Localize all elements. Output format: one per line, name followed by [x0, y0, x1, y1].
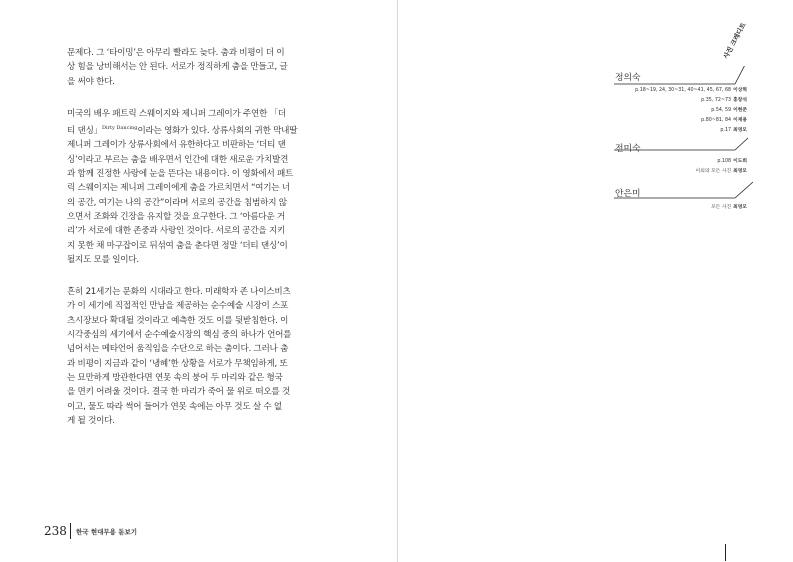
footer-divider-right	[725, 544, 726, 561]
credit-pages: p.80~81, 84	[701, 118, 732, 123]
text-line: 제니퍼 그레이가 상류사회에서 유한하다고 비판하는 ‘더티 댄	[67, 140, 286, 151]
page-number: 238	[44, 524, 67, 538]
body-text	[67, 46, 329, 446]
text-line: 흔히 21세기는 문화의 시대라고 한다. 미래학자 존 나이스비츠	[67, 287, 291, 298]
credit-line	[711, 106, 747, 115]
text-line: 문제다. 그 ‘타이밍’은 아무리 빨라도 늦다. 춤과 비평이 더 이	[67, 48, 285, 58]
credit-name: 이재용	[733, 118, 747, 123]
credit-name: 이도희	[733, 159, 747, 164]
paragraph-1	[67, 46, 329, 89]
credit-name: 최영모	[733, 205, 747, 210]
credit-name: 홍창석	[733, 98, 747, 103]
credit-pages: 이외의 모든 사진	[695, 169, 732, 174]
credit-pages: p.17	[720, 128, 732, 133]
text-line: 미국의 배우 패트릭 스웨이지와 제니퍼 그레이가 주연한 「더	[67, 108, 286, 119]
credit-name: 이상혁	[733, 88, 747, 93]
page-gutter	[397, 0, 398, 562]
text-line: 될지도 모를 일이다.	[67, 254, 139, 265]
text-line: 츠시장보다 확대될 것이라고 예측한 것도 이를 뒷받침한다. 이	[67, 315, 289, 326]
credit-line	[696, 167, 747, 176]
text-line: 으면서 조화와 긴장을 유지할 것을 요구한다. 그 ‘아름다운 거	[67, 211, 286, 222]
text-line: 과 함께 진정한 사랑에 눈을 뜬다는 내용이다. 이 영화에서 패트	[67, 169, 294, 180]
text-line: 리’가 서로에 대한 존중과 사랑인 것이다. 서로의 공간을 지키	[67, 226, 286, 237]
text-line: 게 될 것이다.	[67, 415, 115, 426]
credit-line	[717, 157, 747, 166]
photographer-name: 안은미	[615, 189, 641, 199]
text-line: 을 써야 한다.	[67, 76, 115, 87]
credit-line	[701, 96, 747, 105]
credit-pages: p.35, 72~73	[701, 98, 732, 103]
paragraph-2	[67, 107, 329, 267]
text-line: 넘어서는 메타언어 움직임을 수단으로 하는 춤이다. 그러나 춤	[67, 344, 289, 355]
paragraph-3	[67, 285, 329, 428]
text-fragment: 이라는 영화가 있다. 상류사회의 귀한 막내딸	[137, 126, 298, 137]
credit-pages: p.18~19, 24, 30~31, 40~41, 45, 67, 68	[635, 88, 732, 93]
text-line: 을 면키 어려울 것이다. 결국 한 마리가 죽어 물 위로 떠오를 것	[67, 387, 291, 398]
credit-line	[701, 116, 747, 125]
credit-pages: 모든 사진	[711, 205, 732, 210]
credit-name: 이현준	[733, 108, 747, 113]
text-fragment: 티 댄싱」	[67, 126, 102, 137]
credit-line	[635, 86, 747, 95]
running-footer-title: 한국 현대무용 돋보기	[76, 528, 138, 536]
photographer-name: 정의숙	[615, 73, 641, 83]
text-line: 가 이 세기에 직접적인 만남을 제공하는 순수예술 시장이 스포	[67, 301, 289, 312]
credit-line	[711, 203, 747, 212]
credits-tag: 사진 크레디트	[721, 21, 748, 61]
text-line: 과 비평이 지금과 같이 ‘냉혜’한 상황을 서로가 무책임하게, 또	[67, 358, 288, 369]
footer-divider	[70, 523, 71, 539]
credit-pages: p.54, 59	[711, 108, 732, 113]
credit-name: 최영모	[733, 169, 747, 174]
text-line-with-english	[67, 121, 329, 138]
photographer-name: 전미숙	[615, 144, 641, 154]
text-line: 는 묘만하게 방관한다면 연못 속의 붕어 두 마리와 같은 형국	[67, 372, 283, 383]
text-line: 싱’이라고 부르는 춤을 배우면서 인간에 대한 새로운 가치발견	[67, 154, 289, 165]
text-line: 이고, 물도 따라 썩어 들어가 연못 속에는 아무 것도 살 수 없	[67, 401, 282, 412]
text-line: 시각중심의 세기에서 순수예술시장의 핵심 중의 하나가 언어를	[67, 330, 292, 341]
text-line: 지 못한 채 마구잡이로 뒤섞여 춤을 춘다면 정말 ‘더티 댄싱’이	[67, 240, 288, 251]
credit-name: 최영모	[733, 128, 747, 133]
text-line: 릭 스웨이지는 제니퍼 그레이에게 춤을 가르치면서 “여기는 너	[67, 183, 290, 194]
credit-line	[720, 126, 747, 135]
text-line: 상 힘을 낭비해서는 안 된다. 서로가 정직하게 춤을 만들고, 글	[67, 62, 288, 73]
text-line: 의 공간, 여기는 나의 공간”이라며 서로의 공간을 침범하지 않	[67, 197, 287, 208]
english-title: Dirty Dancing	[101, 125, 138, 132]
credit-pages: p.108	[717, 159, 732, 164]
